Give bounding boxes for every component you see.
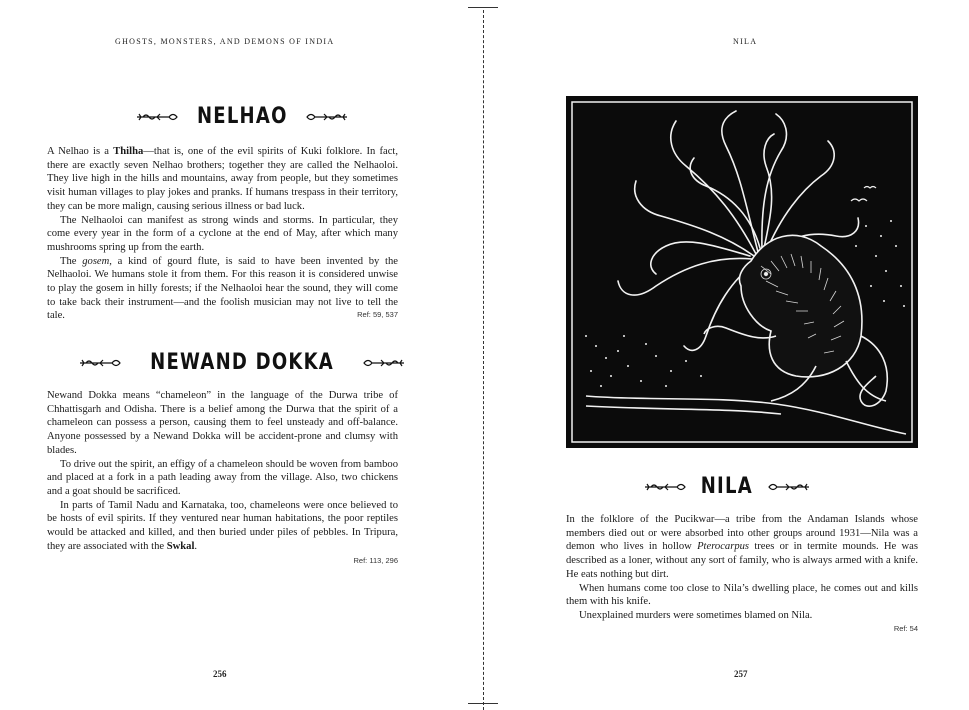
body-paragraph: Unexplained murders were sometimes blamed on Nila. [579,609,813,621]
entry-title: NEWAND DOKKA [150,350,334,375]
running-head-right: NILA [733,37,758,46]
entry-heading-nila [485,474,969,499]
entry-body-nila [566,513,918,621]
ornament-right-icon [305,110,349,124]
italic-term: gosem [82,255,110,267]
entry-heading-nelhao [0,104,484,129]
body-paragraph: The gosem, a kind of gourd flute, is said to have been invented by the Nelhaoloi. We humans stole it from them. For this reason it is considered unwise to play the gosem in hilly forests; if the Nelhaoloi hear the sound, they will come to take back their instrument—and the foolish musician may not live to tell the tale. [47,255,398,322]
entry-heading-newand-dokka [0,350,484,375]
body-paragraph: A Nelhao is a Thilha—that is, one of the evil spirits of Kuki folklore. In fact, there are exactly seven Nelhao brothers; together they are called the Nelhaoloi. They live high in the hills and mountains, away from people, but they sometimes visit human villages to play jokes and pranks. If humans trespass in their territory, they can be more malign, causing serious illness or bad luck. [47,146,398,212]
chameleon-woodcut-image [566,96,918,448]
body-paragraph: The Nelhaoloi can manifest as strong winds and storms. In particular, they come every year in the form of a cyclone at the end of May, after which many mushrooms spring up from the earth. [47,214,398,253]
body-paragraph: In parts of Tamil Nadu and Karnataka, too, chameleons were once believed to be hosts of evil spirits. If they ventured near human habitations, the poor reptiles would be attacked and killed, and then buried under piles of pebbles. In Tripura, they are associated with the Swkal. [47,499,398,552]
page-number-left: 256 [213,669,227,679]
right-page [485,0,969,710]
running-head-left: GHOSTS, MONSTERS, AND DEMONS OF INDIA [115,37,335,46]
cross-reference-term: Swkal [166,540,195,552]
entry-reference: Ref: 59, 537 [357,310,398,319]
cross-reference-term: Thilha [113,146,144,157]
entry-reference: Ref: 54 [893,624,918,633]
ornament-right-icon [362,356,406,370]
ornament-left-icon [78,356,122,370]
ornament-left-icon [135,110,179,124]
page-number-right: 257 [734,669,748,679]
body-paragraph: To drive out the spirit, an effigy of a chameleon should be woven from bamboo and placed at a fork in a path leading away from the village. Also, two chickens and a goat should be sacrificed. [47,458,398,497]
body-paragraph: When humans come too close to Nila’s dwelling place, he comes out and kills them with his knife. [566,582,918,608]
body-paragraph: In the folklore of the Pucikwar—a tribe from the Andaman Islands whose members died out or were absorbed into other groups around 1931—Nila was a demon who lives in hollow Pterocarpus trees or in termite mounds. He was described as a loner, without any sort of family, who is always armed with a knife. He eats nothing but dirt. [566,514,918,580]
italic-term: Pterocarpus [697,541,750,553]
entry-title: NELHAO [196,104,288,129]
chameleon-illustration [566,96,918,448]
ornament-left-icon [643,480,687,494]
entry-body-newand-dokka [47,389,398,554]
ornament-right-icon [767,480,811,494]
body-paragraph: Newand Dokka means “chameleon” in the language of the Durwa tribe of Chhattisgarh and Odisha. There is a belief among the Durwa that the spirit of a chameleon can possess a person, causing them to feel unsteady and off-balance. Anyone possessed by a Newand Dokka will be accident-prone and clumsy with blades. [47,390,398,456]
entry-reference: Ref: 113, 296 [353,556,398,565]
entry-title: NILA [700,474,754,499]
left-page [0,0,484,710]
